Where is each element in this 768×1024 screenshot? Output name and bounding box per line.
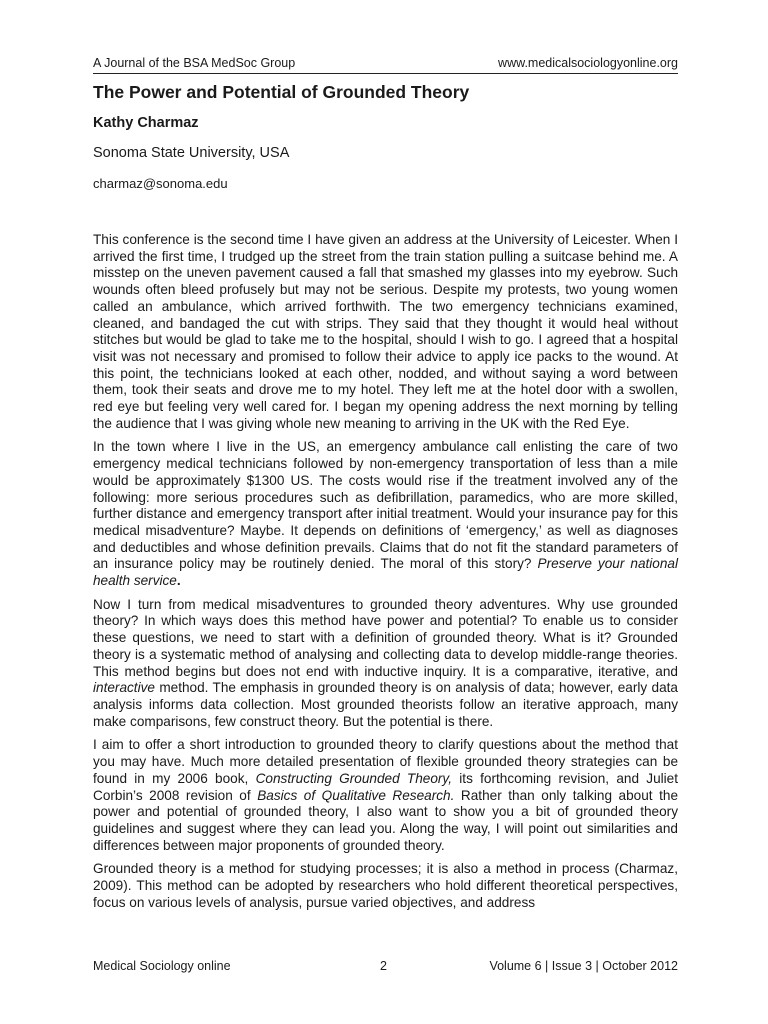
footer-journal: Medical Sociology online [93, 959, 231, 973]
article-body [93, 232, 678, 918]
journal-website: www.medicalsociologyonline.org [498, 56, 678, 70]
paragraph-4-text-c: Rather than only talking about the power and potential of grounded theory, I also want to show you a bit of grounded theory guidelines and suggest where they can lead you. Along the way, I will point out similarities and differences between major proponents of grounded theory. [93, 787, 679, 853]
paragraph-4 [93, 737, 678, 854]
paragraph-5: Grounded theory is a method for studying processes; it is also a method in process (Charmaz, 2009). This method can be adopted by researchers who hold different theoretical perspectives, focus on various levels of analysis, pursue varied objectives, and address [93, 861, 678, 910]
paragraph-4-italic-1: Constructing Grounded Theory, [255, 770, 452, 786]
paragraph-3-text-b: method. The emphasis in grounded theory is on analysis of data; however, early data analysis informs data collection. Most grounded theorists follow an iterative approach, many make comparisons, few construct theory. But the potential is there. [93, 680, 678, 729]
paragraph-3 [93, 597, 678, 731]
author-name: Kathy Charmaz [93, 115, 199, 131]
paragraph-2-period: . [176, 573, 181, 589]
journal-name: A Journal of the BSA MedSoc Group [93, 56, 296, 70]
paragraph-2-text: In the town where I live in the US, an emergency ambulance call enlisting the care of two emergency medical technicians followed by non-emergency transportation of less than a mile would be approximately $1300 US. The costs would rise if the treatment involved any of the following: more serious procedures such as defibrillation, paramedics, who are more skilled, further distance and emergency transport after initial treatment. Would your insurance pay for this medical misadventure? Maybe. It depends on definitions of ‘emergency,’ as well as diagnoses and deductibles and whose definition prevails. Claims that do not fit the standard parameters of an insurance policy may be routinely denied. The moral of this story? [93, 439, 678, 572]
paragraph-4-text-b: its forthcoming revision, and Juliet Corbin’s 2008 revision of [93, 770, 679, 803]
running-footer [93, 957, 678, 975]
running-header [93, 50, 678, 74]
article-title: The Power and Potential of Grounded Theory [93, 82, 470, 102]
paragraph-3-text-a: Now I turn from medical misadventures to grounded theory adventures. Why use grounded theory? In which ways does this method have power and potential? To enable us to consider these questions, we need to start with a definition of grounded theory. What is it? Grounded theory is a systematic method of analysing and collecting data to develop middle-range theories. This method begins but does not end with inductive inquiry. It is a comparative, iterative, and [93, 596, 678, 679]
paragraph-4-text-a: I aim to offer a short introduction to grounded theory to clarify questions about the method that you may have. Much more detailed presentation of flexible grounded theory strategies can be found in my 2006 book, [93, 737, 678, 786]
footer-issue: Volume 6 | Issue 3 | October 2012 [489, 959, 678, 973]
paragraph-2 [93, 439, 678, 589]
paragraph-3-italic: interactive [93, 680, 155, 696]
author-affiliation: Sonoma State University, USA [93, 145, 290, 161]
page-number: 2 [380, 959, 387, 973]
paragraph-2-italic: Preserve your national health service [93, 556, 679, 589]
author-email: charmaz@sonoma.edu [93, 176, 228, 191]
paragraph-4-italic-2: Basics of Qualitative Research. [257, 787, 455, 803]
paragraph-1: This conference is the second time I have given an address at the University of Leicester. When I arrived the first time, I trudged up the street from the train station pulling a suitcase behind me. A misstep on the uneven pavement caused a fall that smashed my glasses into my eyebrow. Such wounds often bleed profusely but may not be serious. Despite my protests, two young women called an ambulance, which arrived forthwith. The two emergency technicians examined, cleaned, and bandaged the cut with strips. They said that they thought it would heal without stitches but would be glad to take me to the hospital, should I wish to go. I agreed that a hospital visit was not necessary and promised to follow their advice to apply ice packs to the wound. At this point, the technicians looked at each other, nodded, and without saying a word between them, took their seats and drove me to my hotel. They left me at the hotel door with a swollen, red eye but feeling very well cared for. I began my opening address the next morning by telling the audience that I was giving whole new meaning to arriving in the UK with the Red Eye. [93, 232, 678, 431]
